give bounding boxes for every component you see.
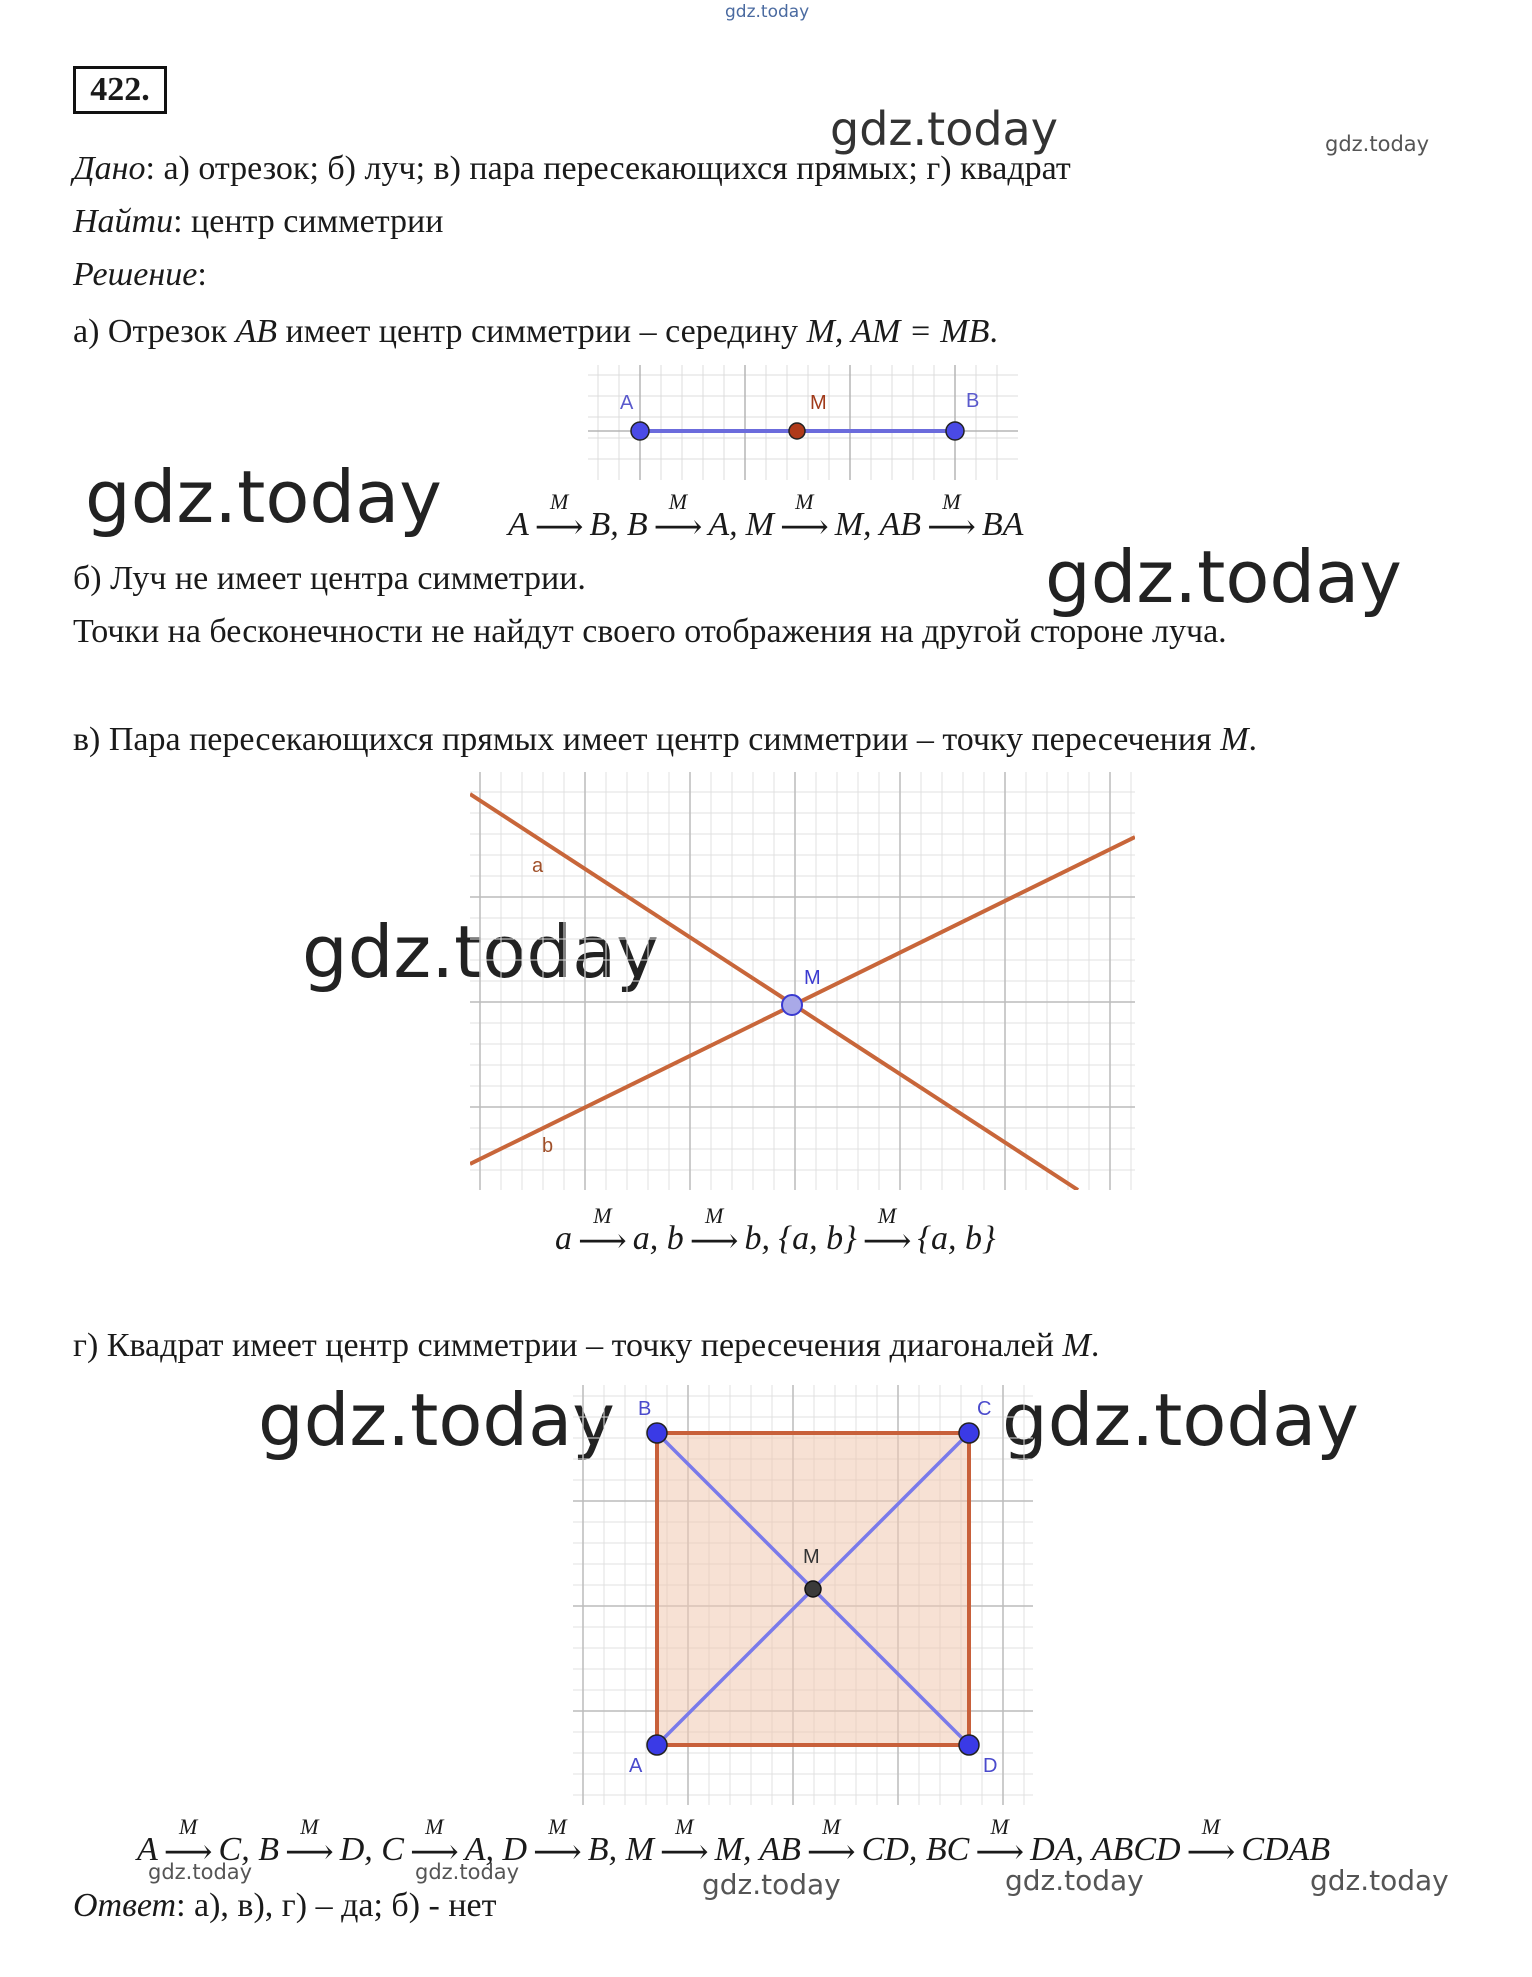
arrow: M ⟶ (806, 1814, 856, 1871)
arrow: M ⟶ (862, 1203, 912, 1260)
watermark: gdz.today (1002, 1378, 1359, 1462)
formula-term: B, (589, 506, 619, 543)
part-c-text-body: в) Пара пересекающихся прямых имеет центр симметрии – точку пересечения (73, 721, 1221, 758)
arrow: M ⟶ (284, 1814, 334, 1871)
find-text: : центр симметрии (173, 203, 444, 240)
watermark: gdz.today (258, 1378, 615, 1462)
part-a-text (73, 313, 998, 351)
arrow: M ⟶ (1186, 1814, 1236, 1871)
formula-term: A, D (464, 1831, 528, 1868)
label-b: B (638, 1398, 652, 1420)
point-b (946, 422, 964, 440)
formula-term: M, AB (714, 1831, 801, 1868)
formula-term: b, {a, b} (744, 1220, 857, 1257)
formula-term: a, b (632, 1220, 684, 1257)
part-c-text (73, 721, 1257, 759)
formula-term: M, (834, 506, 872, 543)
watermark: gdz.today (85, 455, 442, 539)
find-label: Найти (73, 203, 174, 240)
part-a-dot: . (989, 313, 998, 350)
arrow: M ⟶ (689, 1203, 739, 1260)
part-d-text-body: г) Квадрат имеет центр симметрии – точку пересечения диагоналей (73, 1327, 1063, 1364)
formula-term: D, C (339, 1831, 404, 1868)
arrow: M ⟶ (975, 1814, 1025, 1871)
formula-term: A (137, 1831, 158, 1868)
problem-number: 422. (73, 66, 167, 114)
point-b (647, 1423, 667, 1443)
label-a: A (620, 392, 634, 414)
arrow: M ⟶ (659, 1814, 709, 1871)
arrow: M ⟶ (653, 489, 703, 546)
part-a-formula (508, 489, 1024, 546)
formula-term: M (745, 506, 774, 543)
part-d-formula (137, 1814, 1331, 1871)
point-d (959, 1735, 979, 1755)
point-m-intersection (782, 995, 802, 1015)
formula-term: CD, BC (861, 1831, 970, 1868)
label-m: M (804, 967, 821, 989)
label-d: D (983, 1755, 998, 1777)
arrow: M ⟶ (409, 1814, 459, 1871)
label-line-b: b (542, 1135, 554, 1157)
formula-term: B, M (587, 1831, 654, 1868)
formula-term: {a, b} (917, 1220, 996, 1257)
watermark: gdz.today (702, 1868, 841, 1901)
label-a: A (629, 1755, 643, 1777)
part-c-dot: . (1248, 721, 1258, 758)
point-m (789, 423, 805, 439)
point-a (647, 1735, 667, 1755)
point-a (631, 422, 649, 440)
watermark: gdz.today (302, 910, 659, 994)
formula-term: A (508, 506, 529, 543)
given-label: Дано (73, 150, 146, 187)
solution-line (73, 256, 207, 294)
segment-figure (588, 365, 1018, 480)
find-line (73, 203, 443, 241)
formula-term: B (626, 506, 648, 543)
part-d-dot: . (1090, 1327, 1100, 1364)
arrow: M ⟶ (163, 1814, 213, 1871)
watermark: gdz.today (830, 102, 1058, 156)
part-d-text (73, 1327, 1099, 1365)
formula-term: a (555, 1220, 572, 1257)
arrow: M ⟶ (533, 1814, 582, 1871)
formula-term: CDAB (1241, 1831, 1331, 1868)
formula-term: A, (708, 506, 738, 543)
arrow: M ⟶ (927, 489, 976, 546)
watermark: gdz.today (1325, 132, 1430, 156)
lines-figure (470, 772, 1135, 1190)
point-m (805, 1581, 821, 1597)
watermark: gdz.today (148, 1860, 253, 1884)
watermark: gdz.today (1045, 535, 1402, 619)
part-c-formula (555, 1203, 996, 1260)
solution-colon: : (197, 256, 207, 293)
answer-label: Ответ (73, 1887, 177, 1924)
given-text: : а) отрезок; б) луч; в) пара пересекающихся прямых; г) квадрат (145, 150, 1071, 187)
part-a-text2: имеет центр симметрии – середину (277, 313, 807, 350)
watermark: gdz.today (415, 1860, 520, 1884)
part-b-line2: Точки на бесконечности не найдут своего отображения на другой стороне луча. (73, 613, 1227, 650)
answer-line (73, 1887, 497, 1925)
formula-term: C, B (218, 1831, 279, 1868)
label-m: M (810, 392, 827, 414)
arrow: M ⟶ (578, 1203, 627, 1260)
arrow: M ⟶ (779, 489, 829, 546)
watermark-top: gdz.today (725, 2, 810, 22)
formula-term: DA, ABCD (1030, 1831, 1181, 1868)
formula-term: BA (981, 506, 1024, 543)
part-a-m: M, AM = MB (806, 313, 990, 350)
given-line (73, 150, 1071, 188)
watermark: gdz.today (1005, 1864, 1144, 1897)
label-c: C (977, 1398, 992, 1420)
point-c (959, 1423, 979, 1443)
formula-term: AB (879, 506, 922, 543)
answer-text: : а), в), г) – да; б) - нет (176, 1887, 497, 1924)
solution-label: Решение (73, 256, 198, 293)
label-m: M (803, 1546, 820, 1568)
part-d-m: M (1062, 1327, 1091, 1364)
line-b (470, 837, 1135, 1164)
part-a-text1: а) Отрезок (73, 313, 236, 350)
part-c-m: M (1220, 721, 1249, 758)
square-figure (573, 1385, 1033, 1805)
watermark: gdz.today (1310, 1864, 1449, 1897)
label-line-a: a (532, 855, 544, 877)
label-b: B (966, 390, 980, 412)
part-b-line1: б) Луч не имеет центра симметрии. (73, 560, 586, 597)
arrow: M ⟶ (534, 489, 584, 546)
part-a-ab: AB (235, 313, 278, 350)
